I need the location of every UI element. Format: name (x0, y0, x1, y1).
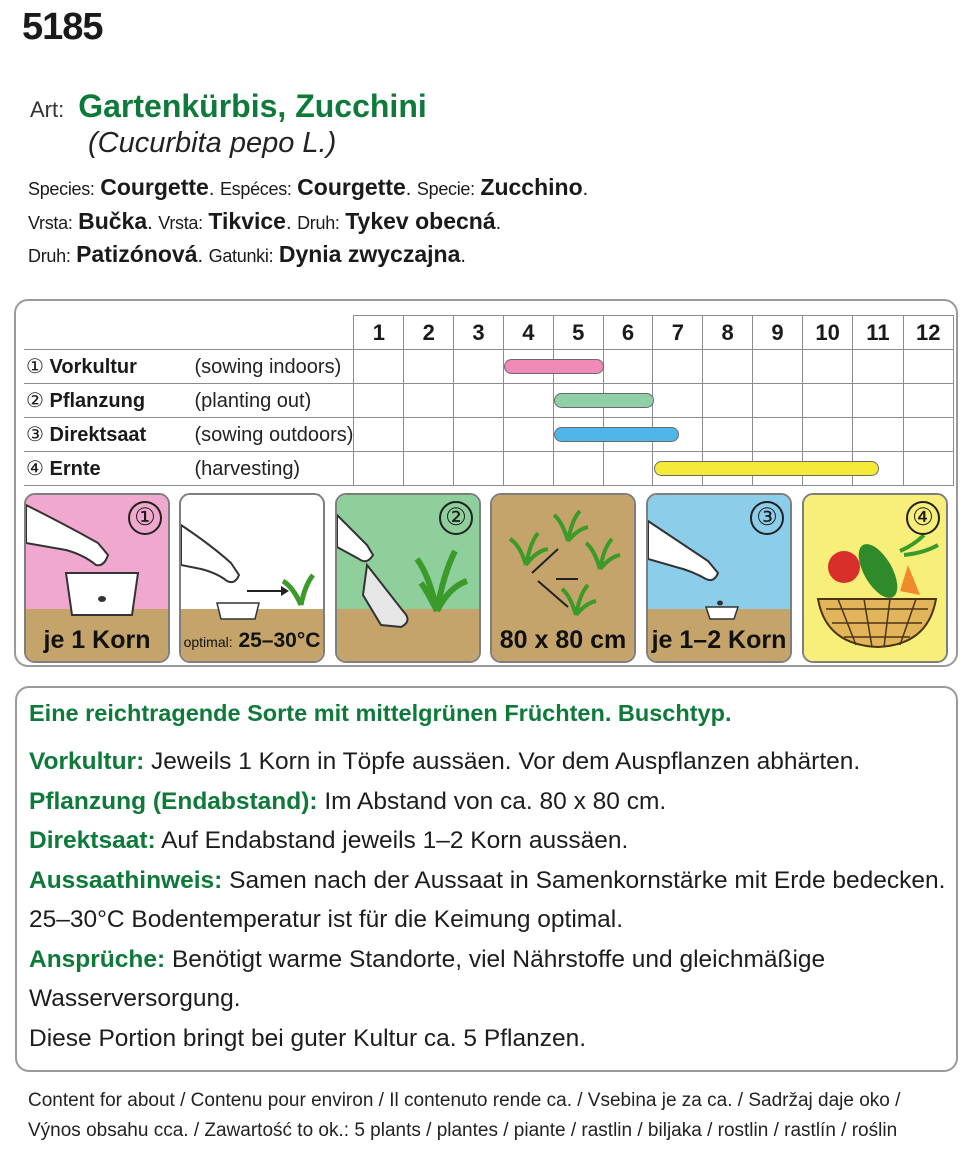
variety-name: Gartenkürbis, Zucchini (78, 88, 427, 124)
row-english: (sowing outdoors) (194, 424, 354, 446)
circled-number: ④ (26, 458, 44, 480)
content-note-line: Výnos obsahu cca. / Zawartość to ok.: 5 plants / plantes / piante / rastlin / biljaka / rostlin / rastlín / roślin (28, 1120, 898, 1141)
species-line-1: Species: Courgette. Espéces: Courgette. Specie: Zucchino. (28, 174, 589, 200)
species-label: Vrsta: (28, 213, 73, 233)
step-number: ④ (906, 501, 940, 535)
species-name: Tykev obecná (345, 208, 496, 234)
row-name: Ernte (49, 458, 101, 480)
item-text: Jeweils 1 Korn in Töpfe aussäen. Vor dem Auspflanzen abhärten. (144, 748, 861, 775)
month-label: 1 (354, 316, 404, 350)
calendar-corner (24, 316, 354, 350)
month-label: 12 (903, 316, 953, 350)
tile-temperature (179, 493, 325, 663)
species-label: Vrsta: (158, 213, 203, 233)
species-name: Courgette (297, 174, 406, 200)
species-label: Druh: (297, 213, 340, 233)
period-bar-ernte (654, 461, 879, 476)
item-text: Diese Portion bringt bei guter Kultur ca. 5 Pflanzen. (29, 1024, 587, 1052)
species-line-3: Druh: Patizónová. Gatunki: Dynia zwyczajna. (28, 241, 466, 267)
description-item (29, 782, 947, 822)
calendar-row-pflanzung (24, 384, 954, 418)
tile-spacing (490, 493, 636, 663)
description-item (29, 1019, 947, 1059)
content-note (28, 1086, 958, 1146)
month-label: 4 (503, 316, 553, 350)
month-label: 3 (454, 316, 504, 350)
tile-planting-out (335, 493, 481, 663)
month-label: 9 (753, 316, 803, 350)
tile-sowing-indoors (24, 493, 170, 663)
species-label: Species: (28, 179, 95, 199)
species-label: Espéces: (219, 179, 292, 199)
step-number: ③ (750, 501, 784, 535)
species-line-2: Vrsta: Bučka. Vrsta: Tikvice. Druh: Tykev obecná. (28, 208, 502, 234)
item-text: Auf Endabstand jeweils 1–2 Korn aussäen. (155, 827, 629, 854)
period-bar-direktsaat (554, 427, 679, 442)
species-name: Bučka (78, 208, 148, 234)
calendar-row-label (24, 418, 354, 452)
item-text: Im Abstand von ca. 80 x 80 cm. (317, 787, 667, 815)
month-label: 10 (802, 316, 852, 350)
row-name: Pflanzung (49, 390, 146, 412)
species-label: Specie: (416, 179, 475, 199)
tile-harvest (802, 493, 948, 663)
calendar-row-label (24, 350, 354, 384)
species-label: Gatunki: (208, 246, 274, 266)
calendar-row-vorkultur (24, 350, 954, 384)
month-label: 2 (404, 316, 454, 350)
description-headline: Eine reichtragende Sorte mit mittelgrünen Früchten. Buschtyp. (29, 700, 732, 726)
item-key: Pflanzung (Endabstand): (29, 787, 318, 815)
description-box (15, 686, 958, 1072)
calendar-row-label (24, 384, 354, 418)
art-label: Art: (30, 97, 65, 122)
description-item (29, 821, 947, 861)
circled-number: ① (26, 356, 44, 378)
species-name: Courgette (100, 174, 209, 200)
product-code: 5185 (22, 6, 103, 48)
tile-caption: 80 x 80 cm (499, 626, 627, 654)
species-label: Druh: (28, 246, 71, 266)
description-body (29, 742, 947, 1058)
description-item (29, 940, 947, 1019)
calendar-header-row (24, 316, 954, 350)
species-name: Zucchino (480, 174, 583, 200)
row-english: (planting out) (194, 390, 312, 412)
step-number: ① (128, 501, 162, 535)
tile-caption: je 1–2 Korn (651, 626, 787, 654)
description-item (29, 742, 947, 782)
item-key: Direktsaat: (29, 827, 156, 854)
month-label: 7 (653, 316, 703, 350)
tile-caption: je 1 Korn (43, 626, 151, 654)
item-text: Samen nach der Aussaat in Samenkornstärke mit Erde bedecken. 25–30°C Bodentemperatur ist für die Keimung optimal. (29, 866, 946, 933)
species-name: Tikvice (208, 208, 286, 234)
period-bar-pflanzung (554, 393, 654, 408)
circled-number: ③ (26, 424, 44, 446)
row-english: (sowing indoors) (194, 356, 342, 378)
tile-caption-temperature (181, 629, 323, 653)
item-key: Aussaathinweis: (29, 866, 223, 894)
period-bar-vorkultur (504, 359, 604, 374)
item-text: Benötigt warme Standorte, viel Nährstoffe und gleichmäßige Wasserversorgung. (29, 945, 826, 1012)
temperature-value: 25–30°C (238, 629, 321, 652)
latin-name: (Cucurbita pepo L.) (88, 127, 337, 159)
month-label: 5 (553, 316, 603, 350)
step-number: ② (439, 501, 473, 535)
item-key: Ansprüche: (29, 945, 166, 973)
species-name: Dynia zwyczajna (278, 241, 461, 267)
calendar-row-direktsaat (24, 418, 954, 452)
month-label: 11 (853, 316, 903, 350)
month-label: 8 (703, 316, 753, 350)
species-name: Patizónová (76, 241, 198, 267)
row-name: Vorkultur (49, 356, 137, 378)
circled-number: ② (26, 390, 44, 412)
art-row (30, 88, 427, 128)
row-english: (harvesting) (194, 458, 301, 480)
description-item (29, 861, 947, 940)
calendar-row-label (24, 452, 354, 486)
month-label: 6 (603, 316, 653, 350)
item-key: Vorkultur: (29, 748, 145, 775)
tile-sowing-outdoors (646, 493, 792, 663)
row-name: Direktsaat (49, 424, 147, 446)
optimal-prefix: optimal: (183, 634, 233, 650)
content-note-line: Content for about / Contenu pour environ / Il contenuto rende ca. / Vsebina je za ca. / Sadržaj daje oko / (28, 1090, 901, 1111)
